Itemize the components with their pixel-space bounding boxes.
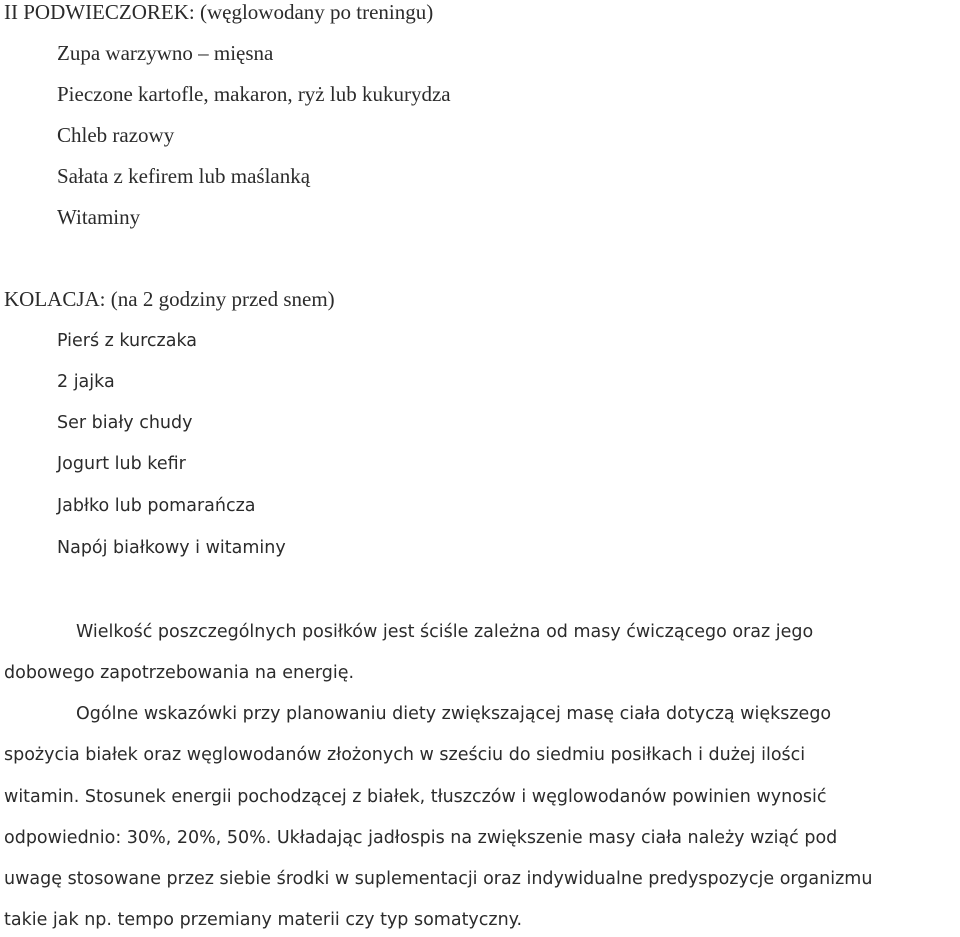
paragraph-line: takie jak np. tempo przemiany materii czy typ somatyczny. — [4, 910, 523, 930]
paragraph-line: dobowego zapotrzebowania na energię. — [4, 663, 355, 683]
list-item: Jogurt lub kefir — [57, 454, 186, 474]
paragraph-line: spożycia białek oraz węglowodanów złożonych w sześciu do siedmiu posiłkach i dużej ilości — [4, 745, 806, 765]
list-item: Napój białkowy i witaminy — [57, 538, 286, 558]
paragraph-line: Wielkość poszczególnych posiłków jest ściśle zależna od masy ćwiczącego oraz jego — [76, 622, 814, 642]
paragraph-line: witamin. Stosunek energii pochodzącej z białek, tłuszczów i węglowodanów powinien wynosić — [4, 787, 827, 807]
list-item: Pierś z kurczaka — [57, 331, 197, 351]
list-item: Chleb razowy — [57, 123, 175, 147]
paragraph-line: odpowiednio: 30%, 20%, 50%. Układając jadłospis na zwiększenie masy ciała należy wziąć pod — [4, 828, 838, 848]
section-heading-afternoon-snack: II PODWIECZOREK: (węglowodany po treningu) — [4, 0, 434, 24]
section-heading-dinner: KOLACJA: (na 2 godziny przed snem) — [4, 287, 335, 311]
list-item: Jabłko lub pomarańcza — [57, 496, 256, 516]
list-item: Pieczone kartofle, makaron, ryż lub kukurydza — [57, 82, 451, 106]
list-item: Ser biały chudy — [57, 413, 193, 433]
paragraph-line: Ogólne wskazówki przy planowaniu diety zwiększającej masę ciała dotyczą większego — [76, 704, 832, 724]
list-item: 2 jajka — [57, 372, 115, 392]
list-item: Sałata z kefirem lub maślanką — [57, 164, 311, 188]
list-item: Zupa warzywno – mięsna — [57, 41, 274, 65]
paragraph-line: uwagę stosowane przez siebie środki w suplementacji oraz indywidualne predyspozycje organizmu — [4, 869, 873, 889]
list-item: Witaminy — [57, 205, 141, 229]
